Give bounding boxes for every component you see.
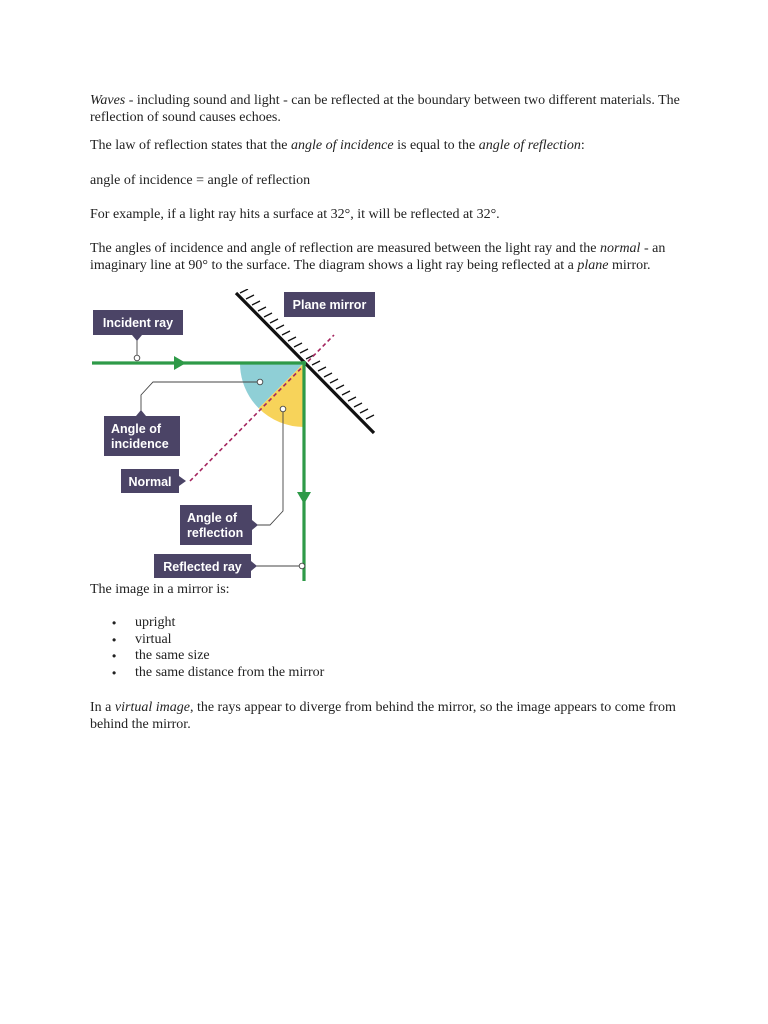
paragraph-law: [90, 137, 690, 154]
article-body: [90, 92, 690, 274]
label-angle-of-incidence-line1: Angle of: [111, 422, 161, 436]
normal-text-a: The angles of incidence and angle of reflection are measured between the light ray and the: [90, 241, 600, 256]
label-plane-mirror: [284, 292, 375, 317]
law-text-c: :: [580, 138, 585, 153]
virtual-text-b: , the rays appear to diverge from behind the mirror, so the image appears to come from behind the mirror.: [90, 699, 676, 732]
term-plane: plane: [577, 258, 609, 273]
incident-arrow-icon: [174, 356, 186, 370]
label-incident-ray-text: Incident ray: [102, 316, 174, 330]
reflection-diagram: [90, 289, 380, 583]
label-normal-text: Normal: [128, 475, 172, 489]
label-angle-of-reflection-line1: Angle of: [187, 511, 237, 525]
list-item: • virtual: [90, 632, 690, 649]
normal-text-c: mirror.: [608, 258, 651, 273]
label-normal: [121, 469, 186, 493]
paragraph-waves: [90, 92, 690, 126]
image-section: [90, 581, 690, 733]
term-angle-of-reflection: angle of reflection: [478, 138, 581, 153]
paragraph-virtual-image: [90, 699, 690, 733]
list-item: • the same distance from the mirror: [90, 665, 690, 682]
term-waves: Waves: [90, 93, 126, 108]
image-heading: The image in a mirror is:: [90, 582, 230, 597]
image-properties-list: [90, 615, 690, 682]
paragraph-normal: [90, 240, 690, 274]
label-angle-of-reflection: [180, 505, 258, 545]
label-reflected-ray-text: Reflected ray: [163, 560, 242, 574]
label-reflected-ray: [154, 554, 257, 578]
list-item: • upright: [90, 615, 690, 632]
virtual-text-a: In a: [90, 699, 115, 715]
waves-text: - including sound and light - can be reflected at the boundary between two different materials. The reflection of sound causes echoes.: [90, 93, 680, 125]
label-plane-mirror-text: Plane mirror: [292, 298, 367, 312]
term-virtual-image: virtual image: [114, 699, 190, 715]
label-angle-of-incidence-line2: incidence: [111, 437, 169, 451]
label-angle-of-reflection-line2: reflection: [187, 526, 244, 540]
list-item: • the same size: [90, 648, 690, 665]
reflection-diagram-svg: [90, 289, 380, 583]
law-text-b: is equal to the: [393, 138, 479, 153]
reflected-arrow-icon: [297, 492, 311, 504]
term-angle-of-incidence: angle of incidence: [290, 138, 394, 153]
term-normal: normal: [600, 241, 641, 256]
label-incident-ray: [93, 310, 183, 341]
paragraph-example: For example, if a light ray hits a surface at 32°, it will be reflected at 32°.: [90, 207, 500, 222]
normal-text-b: - an imaginary line at 90° to the surface. The diagram shows a light ray being reflected at a: [90, 241, 666, 273]
label-angle-of-incidence: [104, 410, 180, 456]
equation: angle of incidence = angle of reflection: [90, 173, 311, 188]
law-text-a: The law of reflection states that the: [90, 138, 291, 153]
